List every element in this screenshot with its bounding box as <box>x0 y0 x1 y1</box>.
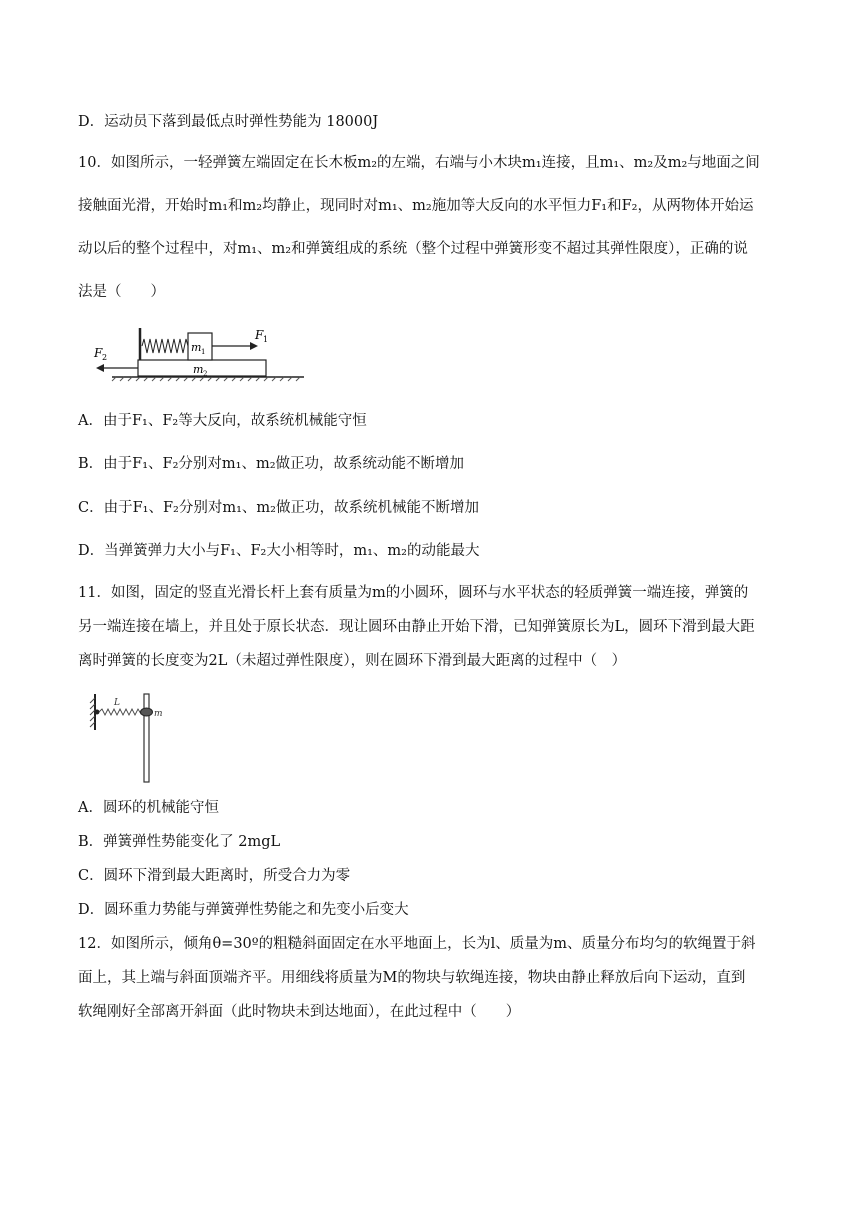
q10-option-c: C．由于F₁、F₂分别对m₁、m₂做正功，故系统机械能不断增加 <box>78 500 479 516</box>
f1-label: F <box>255 328 264 342</box>
q10-option-b: B．由于F₁、F₂分别对m₁、m₂做正功，故系统动能不断增加 <box>78 456 465 472</box>
q11-stem-line-2: 另一端连接在墙上，并且处于原长状态．现让圆环由静止开始下滑，已知弹簧原长为L，圆环下滑到最大距 <box>78 619 755 635</box>
q10-option-d: D．当弹簧弹力大小与F₁、F₂大小相等时，m₁、m₂的动能最大 <box>78 543 480 559</box>
q11-option-d: D．圆环重力势能与弹簧弹性势能之和先变小后变大 <box>78 902 409 918</box>
q10-stem-line-1: 10．如图所示，一轻弹簧左端固定在长木板m₂的左端，右端与小木块m₁连接，且m₁、m₂及m₂与地面之间 <box>78 155 760 171</box>
q12-stem-line-1: 12．如图所示，倾角θ=30º的粗糙斜面固定在水平地面上，长为l、质量为m、质量分布均匀的软绳置于斜 <box>78 936 756 952</box>
m1-label: m <box>191 341 202 354</box>
q11-stem-line-1: 11．如图，固定的竖直光滑长杆上套有质量为m的小圆环，圆环与水平状态的轻质弹簧一端连接，弹簧的 <box>78 585 749 601</box>
ring-mass-label: m <box>154 709 163 719</box>
q10-spring-board-figure <box>92 322 312 384</box>
m2-label: m <box>193 363 204 376</box>
m1-sub: 1 <box>201 348 206 356</box>
m2-sub: 2 <box>203 370 208 378</box>
q11-option-c: C．圆环下滑到最大距离时，所受合力为零 <box>78 868 351 884</box>
q11-option-a: A．圆环的机械能守恒 <box>78 800 219 816</box>
q9-option-d: D．运动员下落到最低点时弹性势能为 18000J <box>78 114 379 130</box>
q10-stem-line-2: 接触面光滑，开始时m₁和m₂均静止，现同时对m₁、m₂施加等大反向的水平恒力F₁和F₂，从两物体开始运 <box>78 198 754 214</box>
spring-length-label: L <box>114 698 120 708</box>
f2-label: F <box>94 346 103 360</box>
q10-stem-line-3: 动以后的整个过程中，对m₁、m₂和弹簧组成的系统（整个过程中弹簧形变不超过其弹性限度），正确的说 <box>78 241 748 257</box>
q11-ring-rod-figure <box>80 690 180 784</box>
q10-option-a: A．由于F₁、F₂等大反向，故系统机械能守恒 <box>78 413 367 429</box>
f1-sub: 1 <box>263 335 269 344</box>
q12-stem-line-2: 面上，其上端与斜面顶端齐平。用细线将质量为M的物块与软绳连接，物块由静止释放后向下运动，直到 <box>78 970 746 986</box>
q10-stem-line-4: 法是（ ） <box>78 284 165 300</box>
q11-stem-line-3: 离时弹簧的长度变为2L（未超过弹性限度），则在圆环下滑到最大距离的过程中（ ） <box>78 653 627 669</box>
q11-option-b: B．弹簧弹性势能变化了 2mgL <box>78 834 281 850</box>
q12-stem-line-3: 软绳刚好全部离开斜面（此时物块未到达地面），在此过程中（ ） <box>78 1004 521 1020</box>
f2-sub: 2 <box>102 353 108 362</box>
